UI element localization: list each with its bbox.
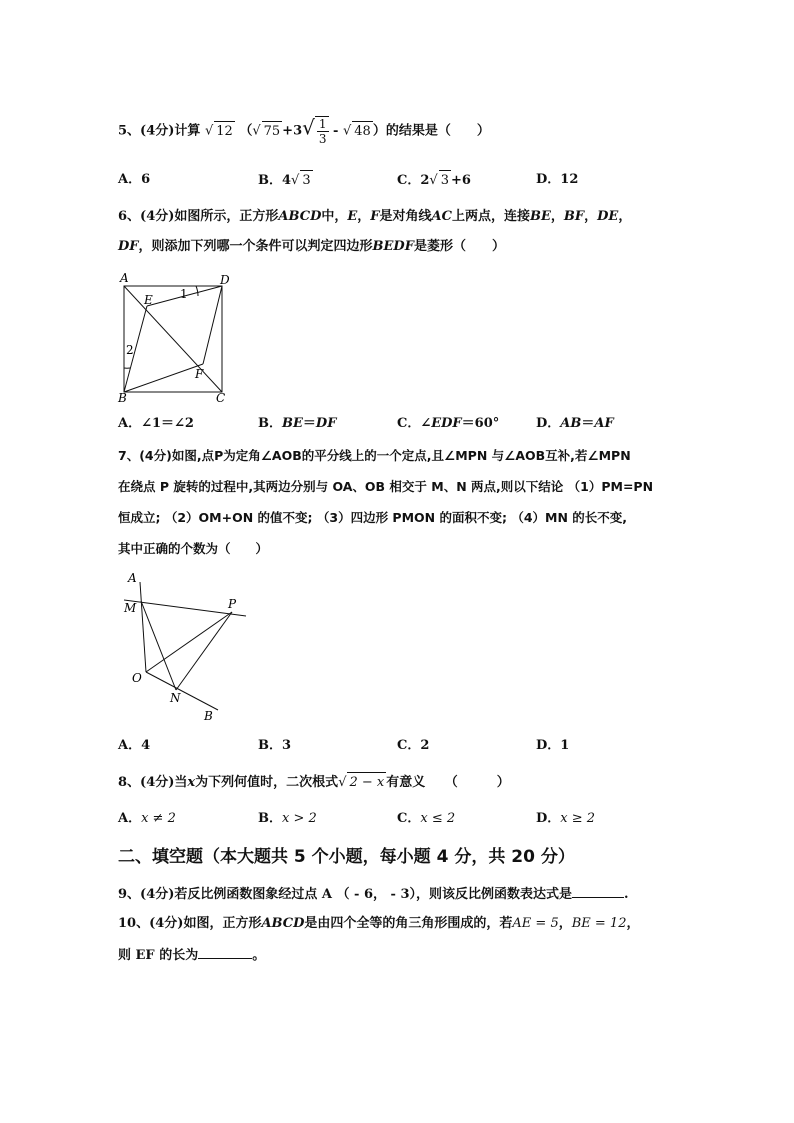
q5-sqrt-12: 12 <box>214 121 235 142</box>
q7-choice-c[interactable]: C．2 <box>397 738 430 753</box>
ray-oa <box>140 582 146 672</box>
q5-choice-d[interactable]: D．12 <box>536 172 579 187</box>
question-8: 8、(4分)当x为下列何值时，二次根式√ 2 − x 有意义 （ ） <box>118 772 510 793</box>
question-10-line-2: 则 EF 的长为 。 <box>118 944 265 966</box>
q8-choice-d[interactable]: D．x ≥ 2 <box>536 811 596 826</box>
label-e: E <box>144 293 153 307</box>
segment-df <box>203 286 222 364</box>
q8-radicand: 2 − x <box>347 772 386 793</box>
diagonal-ac <box>124 286 222 392</box>
q5-choice-a[interactable]: A．6 <box>118 172 151 187</box>
q6-choice-a[interactable]: A．∠1＝∠2 <box>118 416 194 431</box>
question-7-line-4: 其中正确的个数为（ ） <box>118 541 269 556</box>
q8-choice-a[interactable]: A．x ≠ 2 <box>118 811 176 826</box>
segment-bf <box>124 364 203 392</box>
q8-choice-b[interactable]: B．x > 2 <box>258 811 317 826</box>
ray-ob <box>146 672 218 710</box>
label-f: F <box>195 367 204 381</box>
q6-choice-b[interactable]: B．BE＝DF <box>258 416 337 431</box>
question-9: 9、(4分)若反比例函数图象经过点 A （ - 6， - 3），则该反比例函数表达式是 . <box>118 883 629 905</box>
section-2-heading: 二、填空题（本大题共 5 个小题，每小题 4 分，共 20 分） <box>118 847 575 867</box>
q6-square-figure <box>112 268 242 403</box>
label-c: C <box>216 391 226 403</box>
label-b: B <box>118 391 127 403</box>
segment-op <box>146 612 232 672</box>
label-1: 1 <box>180 287 188 301</box>
label-2: 2 <box>126 343 134 357</box>
q9-answer-blank[interactable] <box>572 883 624 898</box>
q6-choice-c[interactable]: C．∠EDF＝60° <box>397 416 500 431</box>
label-m: M <box>124 601 137 615</box>
q5-prefix: 5、(4分)计算 <box>118 123 201 139</box>
angle-1-arc <box>196 286 198 296</box>
q7-choice-a[interactable]: A．4 <box>118 738 151 753</box>
question-7-line-2: 在绕点 P 旋转的过程中,其两边分别与 OA、OB 相交于 M、N 两点,则以下结论 （1）PM=PN <box>118 479 654 494</box>
label-a: A <box>120 271 129 285</box>
q8-choice-c[interactable]: C．x ≤ 2 <box>397 811 456 826</box>
label-p: P <box>228 597 237 611</box>
q5-choice-b[interactable]: B．4√ 3 <box>258 170 313 191</box>
q7-choice-d[interactable]: D．1 <box>536 738 570 753</box>
segment-mn <box>141 601 176 690</box>
q5-sqrt-75: 75 <box>262 121 283 142</box>
label-a: A <box>128 571 137 585</box>
q6-choice-d[interactable]: D．AB＝AF <box>536 416 614 431</box>
question-6-line-2: DF，则添加下列哪一个条件可以判定四边形BEDF是菱形（ ） <box>118 239 505 254</box>
label-d: D <box>220 273 230 287</box>
label-b: B <box>204 709 213 723</box>
label-o: O <box>132 671 142 685</box>
label-n: N <box>170 691 181 705</box>
question-5: 5、(4分)计算 √ 12 （√ 75 +3√ $\frac{1}{3}$ - √ 48 ）的结果是（ ） <box>118 115 490 146</box>
question-10-line-1: 10、(4分)如图，正方形ABCD是由四个全等的角三角形围成的，若AE = 5，BE = 12， <box>118 916 640 931</box>
segment-pn <box>176 612 232 690</box>
q7-angle-figure <box>118 568 258 728</box>
q5-sqrt-48: 48 <box>352 121 373 142</box>
question-6-line-1: 6、(4分)如图所示，正方形ABCD中，E，F是对角线AC上两点，连接BE，BF，DE， <box>118 209 632 224</box>
q5-sqrt-fraction: $\frac{1}{3}$ <box>315 116 329 146</box>
question-7-line-1: 7、(4分)如图,点P为定角∠AOB的平分线上的一个定点,且∠MPN 与∠AOB互补,若∠MPN <box>118 448 631 463</box>
q7-choice-b[interactable]: B．3 <box>258 738 292 753</box>
q5-choice-c[interactable]: C．2√ 3 +6 <box>397 170 471 191</box>
question-7-line-3: 恒成立; （2）OM+ON 的值不变; （3）四边形 PMON 的面积不变; （4）MN 的长不变, <box>118 510 628 525</box>
q10-answer-blank[interactable] <box>198 944 252 959</box>
